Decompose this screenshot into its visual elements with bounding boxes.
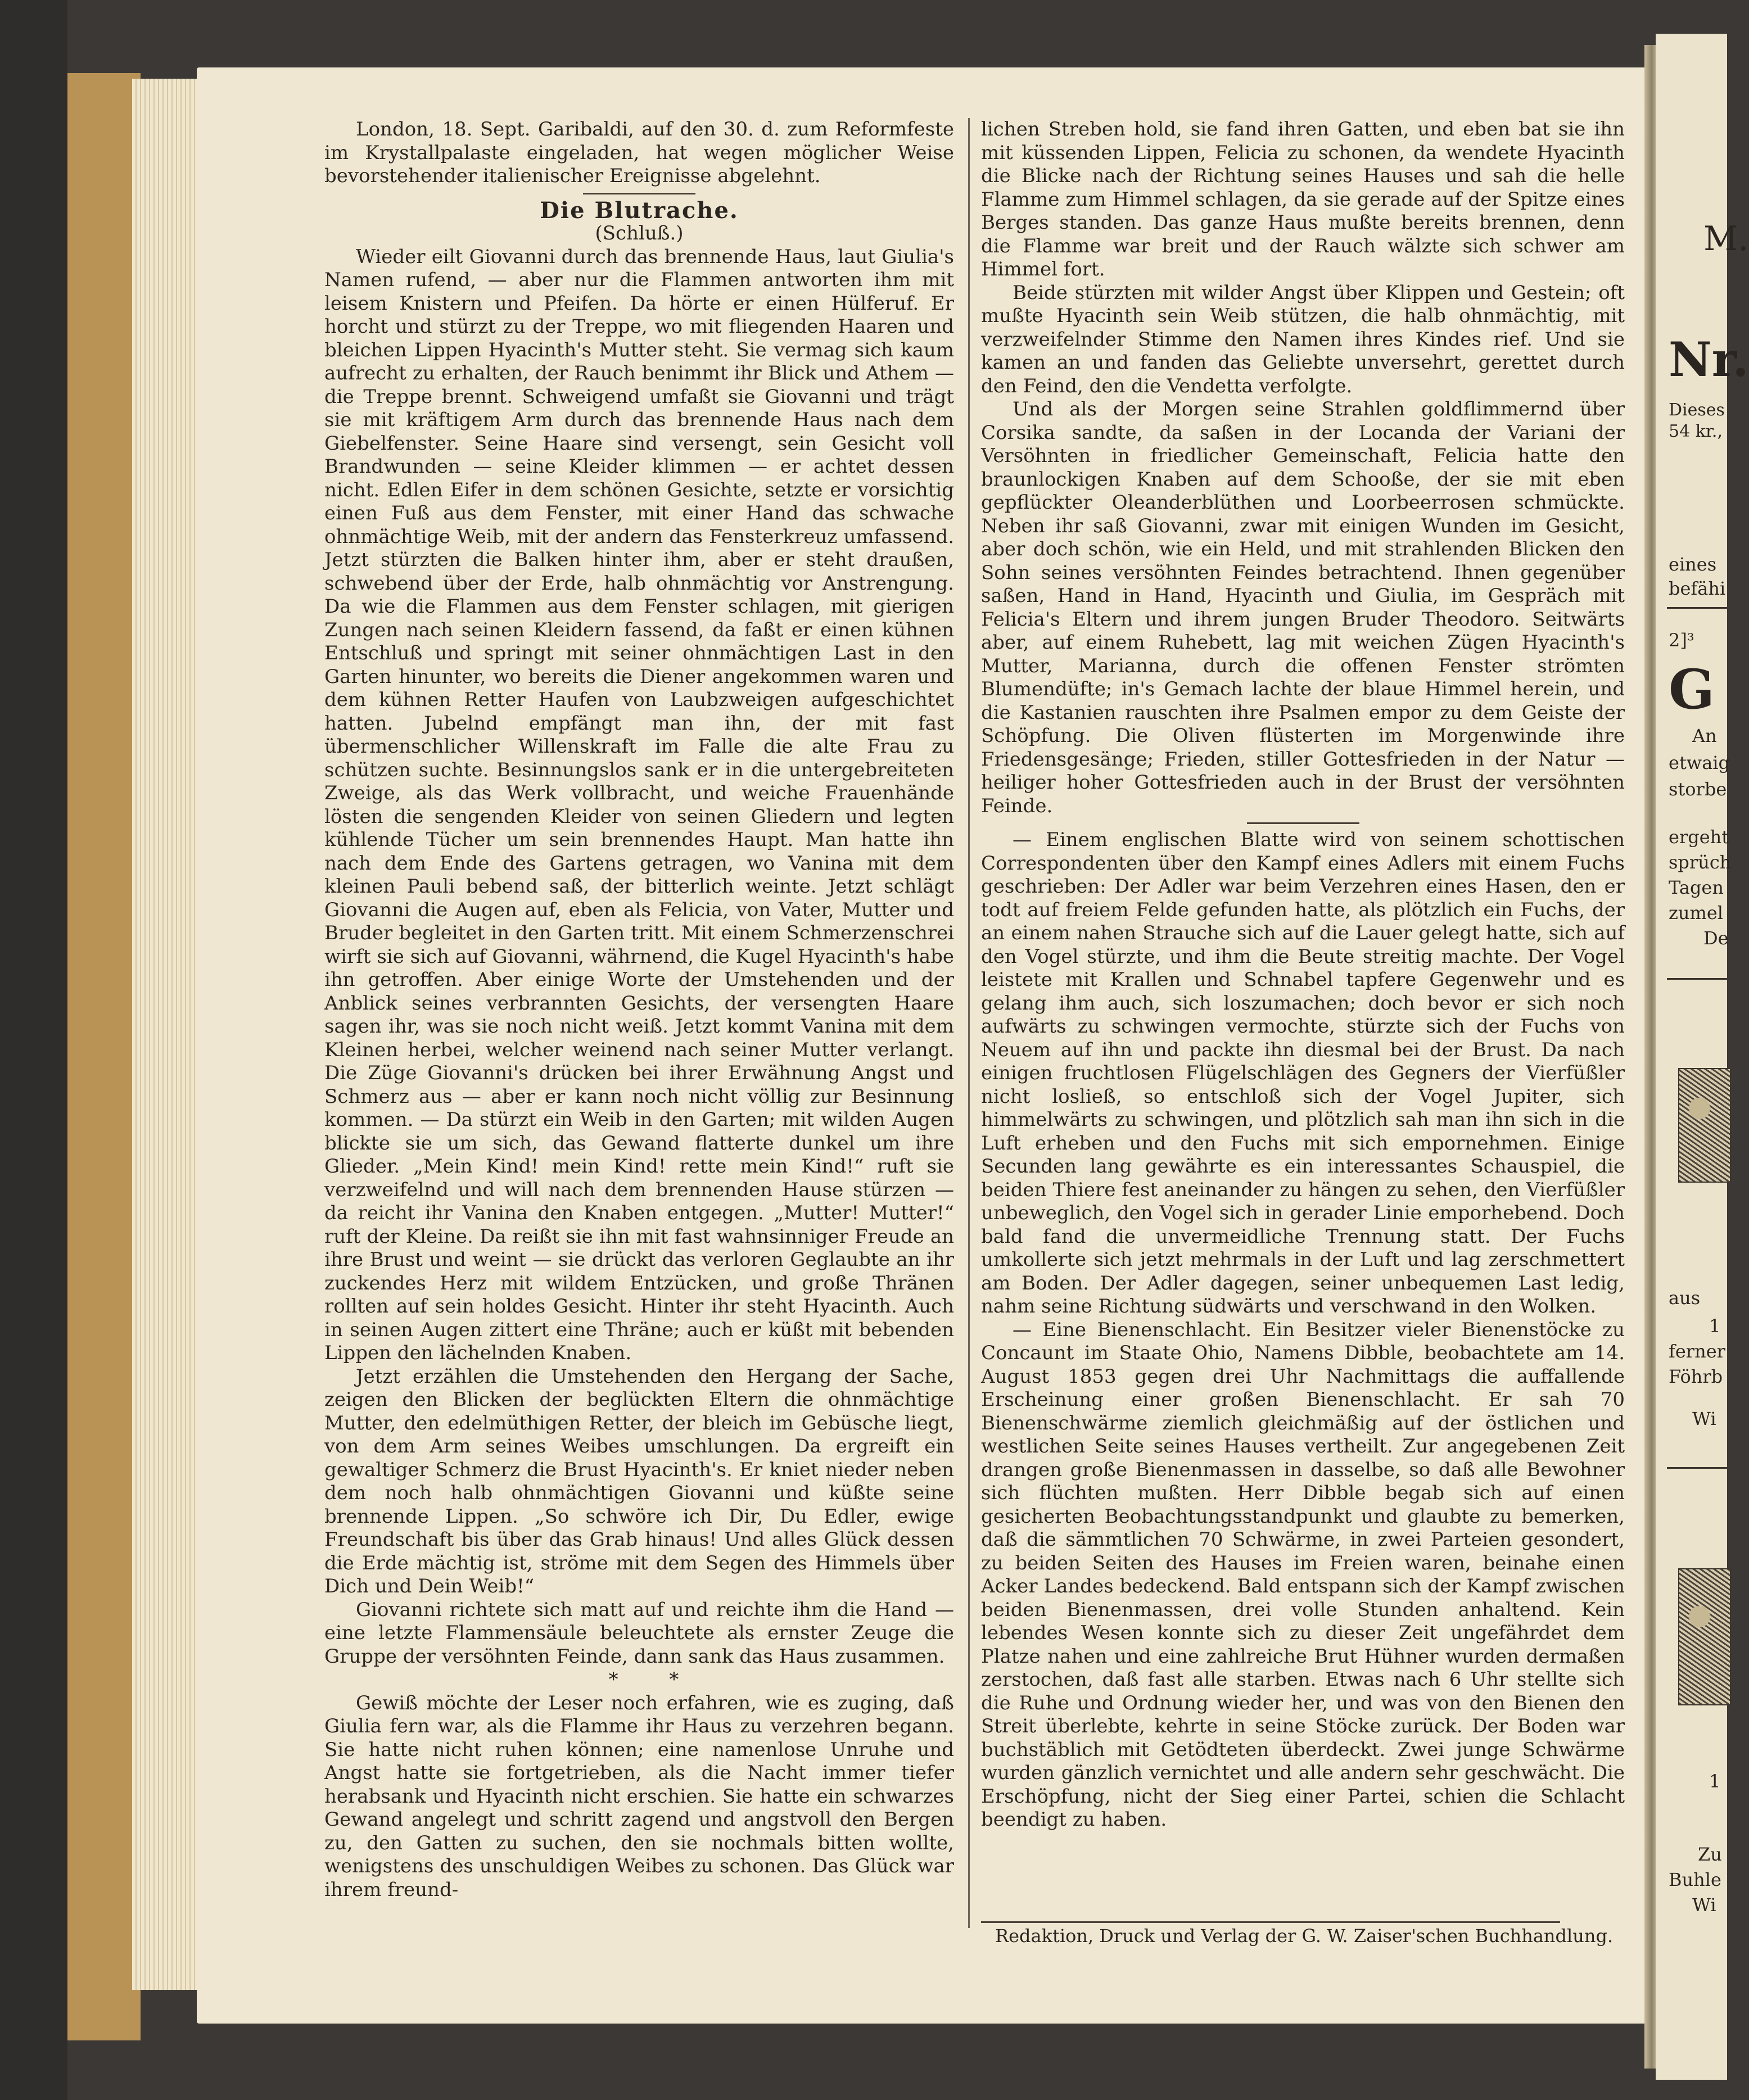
fragment-text: 2]³ — [1669, 630, 1694, 651]
fragment-text: aus — [1669, 1287, 1701, 1309]
fragment-text: ferner — [1669, 1341, 1725, 1362]
column-rule — [968, 118, 970, 1928]
page-edges — [132, 79, 200, 1990]
fragment-text: befähi — [1669, 578, 1726, 599]
fragment-issue-number: Nr. — [1669, 332, 1749, 387]
news-eagle-fox: — Einem englischen Blatte wird von seinem schottischen Correspondenten über den Kampf eines Adlers mit einem Fuchs geschrieben: Der Adler war beim Verzehren eines Hasen, den er todt auf freiem Felde gefunden hatte, als plötzlich ein Fuchs, der an einem nahen Strauche sich auf die Lauer gelegt hatte, sich auf den Vogel stürzte, und ihm die Beute streitig machte. Der Vogel leistete mit Krallen und Schnabel tapfere Gegenwehr und es gelang ihm auch, sich loszumachen; doch bevor er sich noch aufwärts zu schwingen vermochte, stürzte sich der Fuchs von Neuem auf ihn und packte ihn diesmal bei der Brust. Da nach einigen fruchtlosen Flügelschlägen des Gegners der Vierfüßler nicht losließ, so entschloß sich der Vogel Jupiter, sich himmelwärts zu schwingen, und plötzlich sah man ihn sich in die Luft erheben und den Fuchs mit sich empornehmen. Einige Secunden lang gewährte es ein interessantes Schauspiel, die beiden Thiere fest aneinander zu hängen zu sehen, den Vierfüßler unbeweglich, den Vogel sich in gerader Linie emporhebend. Doch bald fand die unvermeidliche Trennung statt. Der Fuchs umkollerte sich jetzt mehrmals in der Luft und lag zerschmettert am Boden. Der Adler dagegen, seiner unbequemen Last ledig, nahm seine Richtung südwärts und verschwand in den Wolken. — [981, 829, 1625, 1318]
fragment-text: Wi — [1692, 1408, 1716, 1429]
fragment-text: Tagen — [1669, 877, 1724, 898]
left-column — [324, 118, 954, 1945]
fragment-text: ergeht — [1669, 826, 1729, 848]
footer-rule — [981, 1921, 1560, 1923]
right-column — [981, 118, 1625, 1945]
story-paragraph: Giovanni richtete sich matt auf und reichte ihm die Hand — eine letzte Flammensäule beleuchtete als ernster Zeuge die Gruppe der versöhnten Feinde, dann sank das Haus zusammen. — [324, 1598, 954, 1668]
fragment-initial: G — [1669, 658, 1715, 721]
fragment-masthead: M. — [1703, 219, 1749, 259]
story-continuation: lichen Streben hold, sie fand ihren Gatten, und eben bat sie ihn mit küssenden Lippen, Felicia zu schonen, da wendete Hyacinth die Blicke nach der Richtung seines Hauses und sah die helle Flamme zum Himmel schlagen, da sie gerade auf der Spitze eines Berges standen. Das ganze Haus mußte bereits brennen, denn die Flamme war breit und der Rauch wälzte sich schwer am Himmel fort. — [981, 118, 1625, 280]
section-stars: * * — [608, 1668, 702, 1691]
fragment-rule — [1667, 1467, 1727, 1469]
book-cover-board — [67, 73, 141, 2040]
story-paragraph: Und als der Morgen seine Strahlen goldflimmernd über Corsika sandte, da saßen in der Locanda der Variani der Versöhnten in friedlicher Gemeinschaft, Felicia hatte den braunlockigen Knaben auf dem Schooße, der sie mit eben gepflückter Oleanderblüthen und Loorbeerrosen schmückte. Neben ihr saß Giovanni, zwar mit einigen Wunden im Gesicht, aber doch schön, wie ein Held, und mit strahlenden Blicken den Sohn seines versöhnten Feindes betrachtend. Ihnen gegenüber saßen, Hand in Hand, Hyacinth und Giulia, im Gespräch mit Felicia's Eltern und ihrem jungen Bruder Theodoro. Seitwärts aber, auf einem Ruhebett, lag mit weichen Zügen Hyacinth's Mutter, Marianna, durch die offenen Fenster strömten Blumendüfte; in's Gemach lachte der blaue Himmel herein, und die Kastanien rauschten ihre Psalmen empor zu dem Geiste der Schöpfung. Die Oliven flüsterten im Morgenwinde ihre Friedensgesänge; Frieden, stiller Gottesfrieden in der Natur — heiliger hoher Gottesfrieden auch in der Brust der versöhnten Feinde. — [981, 398, 1625, 817]
story-subtitle: (Schluß.) — [595, 222, 684, 245]
story-paragraph: Wieder eilt Giovanni durch das brennende Haus, laut Giulia's Namen rufend, — aber nur die Flammen antworten ihm mit leisem Knistern und Pfeifen. Da hörte er einen Hülferuf. Er horcht und stürzt zu der Treppe, wo mit fliegenden Haaren und bleichen Lippen Hyacinth's Mutter steht. Sie vermag sich kaum aufrecht zu erhalten, der Rauch benimmt ihr Blick und Athem — die Treppe brennt. Schweigend umfaßt sie Giovanni und trägt sie mit kräftigem Arm durch das brennende Haus nach dem Giebelfenster. Seine Haare sind versengt, sein Gesicht voll Brandwunden — seine Kleider klimmen — er achtet dessen nicht. Edlen Eifer in dem schönen Gesichte, setzte er vorsichtig einen Fuß aus dem Fenster, mit einer Hand das schwache ohnmächtige Weib, mit der andern das Fensterkreuz umfassend. Jetzt stürzten die Balken hinter ihm, aber er steht draußen, schwebend über der Erde, halb ohnmächtig vor Anstrengung. Da wie die Flammen aus dem Fenster schlagen, mit gierigen Zungen nach seinen Kleidern fassend, da faßt er einen kühnen Entschluß und springt mit seiner ohnmächtigen Last in den Garten hinunter, wo bereits die Diener angekommen waren und dem kühnen Retter Haufen von Laubzweigen aufgeschichtet hatten. Jubelnd empfängt man ihn, der mit fast übermenschlicher Willenskraft im Falle die alte Frau zu schützen suchte. Besinnungslos sank er in die untergebreiteten Zweige, als das Werk vollbracht, und weiche Frauenhände lösten die sengenden Kleider von seinen Gliedern und legten kühlende Tücher um sein brennendes Haupt. Man hatte ihn nach dem Ende des Gartens getragen, wo Vanina mit dem kleinen Pauli bebend saß, der bitterlich weinte. Jetzt schlägt Giovanni die Augen auf, eben als Felicia, von Vater, Mutter und Bruder begleitet in den Garten tritt. Mit einem Schmerzenschrei wirft sie sich auf Giovanni, währnend, die Kugel Hyacinth's habe ihn getroffen. Aber einige Worte der Umstehenden und der Anblick seines verbrannten Gesichts, der versengten Haare sagen ihr, was sie noch nicht weiß. Jetzt kommt Vanina mit dem Kleinen herbei, welcher weinend nach seiner Mutter verlangt. Die Züge Giovanni's drücken bei ihrer Erwähnung Angst und Schmerz aus — aber er kann noch nicht völlig zur Besinnung kommen. — Da stürzt ein Weib in den Garten; mit wilden Augen blickte sie um sich, das Gewand flatterte dunkel um ihre Glieder. „Mein Kind! mein Kind! rette mein Kind!“ ruft sie verzweifelnd und will nach dem brennenden Hause stürzen — da reicht ihr Vanina den Knaben entgegen. „Mutter! Mutter!“ ruft der Kleine. Da reißt sie ihn mit fast wahnsinniger Freude an ihre Brust und weint — sie drückt das verloren Geglaubte an ihr zuckendes Herz mit wildem Entzücken, und große Thränen rollten auf sein holdes Gesicht. Hinter ihr steht Hyacinth. Auch in seinen Augen zittert eine Thräne; auch er küßt mit bebenden Lippen den lächelnden Knaben. — [324, 245, 954, 1364]
fragment-text: De — [1703, 927, 1729, 949]
fragment-text: Föhrb — [1669, 1366, 1723, 1387]
fragment-text: sprüch — [1669, 852, 1732, 873]
section-divider — [583, 193, 695, 194]
story-title: Die Blutrache. — [540, 197, 739, 224]
fragment-text: Buhle — [1669, 1869, 1721, 1890]
fragment-text: Dieses — [1669, 400, 1725, 420]
story-paragraph: Gewiß möchte der Leser noch erfahren, wie es zuging, daß Giulia fern war, als die Flamme ihr Haus zu verzehren begann. Sie hatte nicht ruhen können; eine namenlose Unruhe und Angst hatte sie fortgetrieben, als die Nacht immer tiefer herabsank und Hyacinth nicht erschien. Sie hatte ein schwarzes Gewand angelegt und schritt zagend und angstvoll den Bergen zu, den Gatten zu suchen, den sie nochmals bitten wollte, wenigstens des unschuldigen Weibes zu schonen. Das Glück war ihrem freund- — [324, 1691, 954, 1901]
fragment-text: etwaig — [1669, 752, 1730, 773]
fragment-text: 54 kr., — [1669, 422, 1723, 441]
woodcut-illustration — [1678, 1068, 1731, 1183]
fragment-text: 1 — [1709, 1315, 1721, 1337]
fragment-text: 1 — [1709, 1771, 1721, 1792]
fragment-text: storbe — [1669, 779, 1727, 800]
fragment-text: Zu — [1698, 1844, 1722, 1865]
fragment-text: zumel — [1669, 902, 1723, 924]
news-bee-battle: — Eine Bienenschlacht. Ein Besitzer vieler Bienenstöcke zu Concaunt im Staate Ohio, Namens Dibble, beobachtete am 14. August 1853 gegen drei Uhr Nachmittags die auffallende Erscheinung einer großen Bienenschlacht. Er sah 70 Bienenschwärme ziemlich gleichmäßig auf der östlichen und westlichen Seite seines Hauses vertheilt. Zur angegebenen Zeit drangen große Bienenmassen in dasselbe, so daß alle Bewohner sich flüchten mußten. Herr Dibble begab sich auf einen gesicherten Beobachtungsstandpunkt und glaubte zu bemerken, daß die sämmtlichen 70 Schwärme, in zwei Parteien gesondert, zu beiden Seiten des Hauses im Freien waren, beinahe einen Acker Landes bedeckend. Bald entspann sich der Kampf zwischen beiden Bienenmassen, drei volle Stunden anhaltend. Kein lebendes Wesen konnte sich zu dieser Zeit ungefährdet dem Platze nahen und eine zahlreiche Brut Hühner wurden dermaßen zerstochen, daß fast alle starben. Etwas nach 6 Uhr stellte sich die Ruhe und Ordnung wieder her, und was von den Bienen den Streit überlebte, kehrte in seine Stöcke zurück. Der Boden war buchstäblich mit Getödteten überdeckt. Zwei junge Schwärme wurden gänzlich vernichtet und alle andern sehr geschwächt. Die Erschöpfung, nicht der Sieg einer Partei, schien die Schlacht beendigt zu haben. — [981, 1318, 1625, 1831]
news-london: London, 18. Sept. Garibaldi, auf den 30. d. zum Reformfeste im Krystallpalaste eingeladen, hat wegen möglicher Weise bevorstehender italienischer Ereignisse abgelehnt. — [324, 118, 954, 187]
section-divider — [1247, 822, 1359, 824]
woodcut-illustration — [1678, 1568, 1731, 1705]
imprint-line: Redaktion, Druck und Verlag der G. W. Zaiser'schen Buchhandlung. — [995, 1925, 1614, 1947]
book-spine-cloth — [0, 0, 67, 2100]
fragment-text: An — [1692, 725, 1717, 746]
fragment-rule — [1667, 978, 1727, 980]
fragment-text: Wi — [1692, 1894, 1716, 1916]
story-paragraph: Beide stürzten mit wilder Angst über Klippen und Gestein; oft mußte Hyacinth sein Weib stützen, die halb ohnmächtig, mit verzweifelnder Stimme den Namen ihres Kindes rief. Und sie kamen an und fanden das Geliebte unversehrt, gerettet durch den Feind, den die Vendetta verfolgte. — [981, 281, 1625, 397]
fragment-rule — [1667, 607, 1727, 609]
story-paragraph: Jetzt erzählen die Umstehenden den Hergang der Sache, zeigen den Blicken der beglückten Eltern die ohnmächtige Mutter, den edelmüthigen Retter, der bleich im Gebüsche liegt, von dem Arm seines Weibes umschlungen. Da ergreift ein gewaltiger Schmerz die Brust Hyacinth's. Er kniet nieder neben dem noch halb ohnmächtigen Giovanni und küßte seine brennende Lippen. „So schwöre ich Dir, Du Edler, ewige Freundschaft bis über das Grab hinaus! Und alles Glück dessen die Erde mächtig ist, ströme mit dem Segen des Himmels über Dich und Dein Weib!“ — [324, 1365, 954, 1597]
fragment-text: eines — [1669, 554, 1717, 575]
